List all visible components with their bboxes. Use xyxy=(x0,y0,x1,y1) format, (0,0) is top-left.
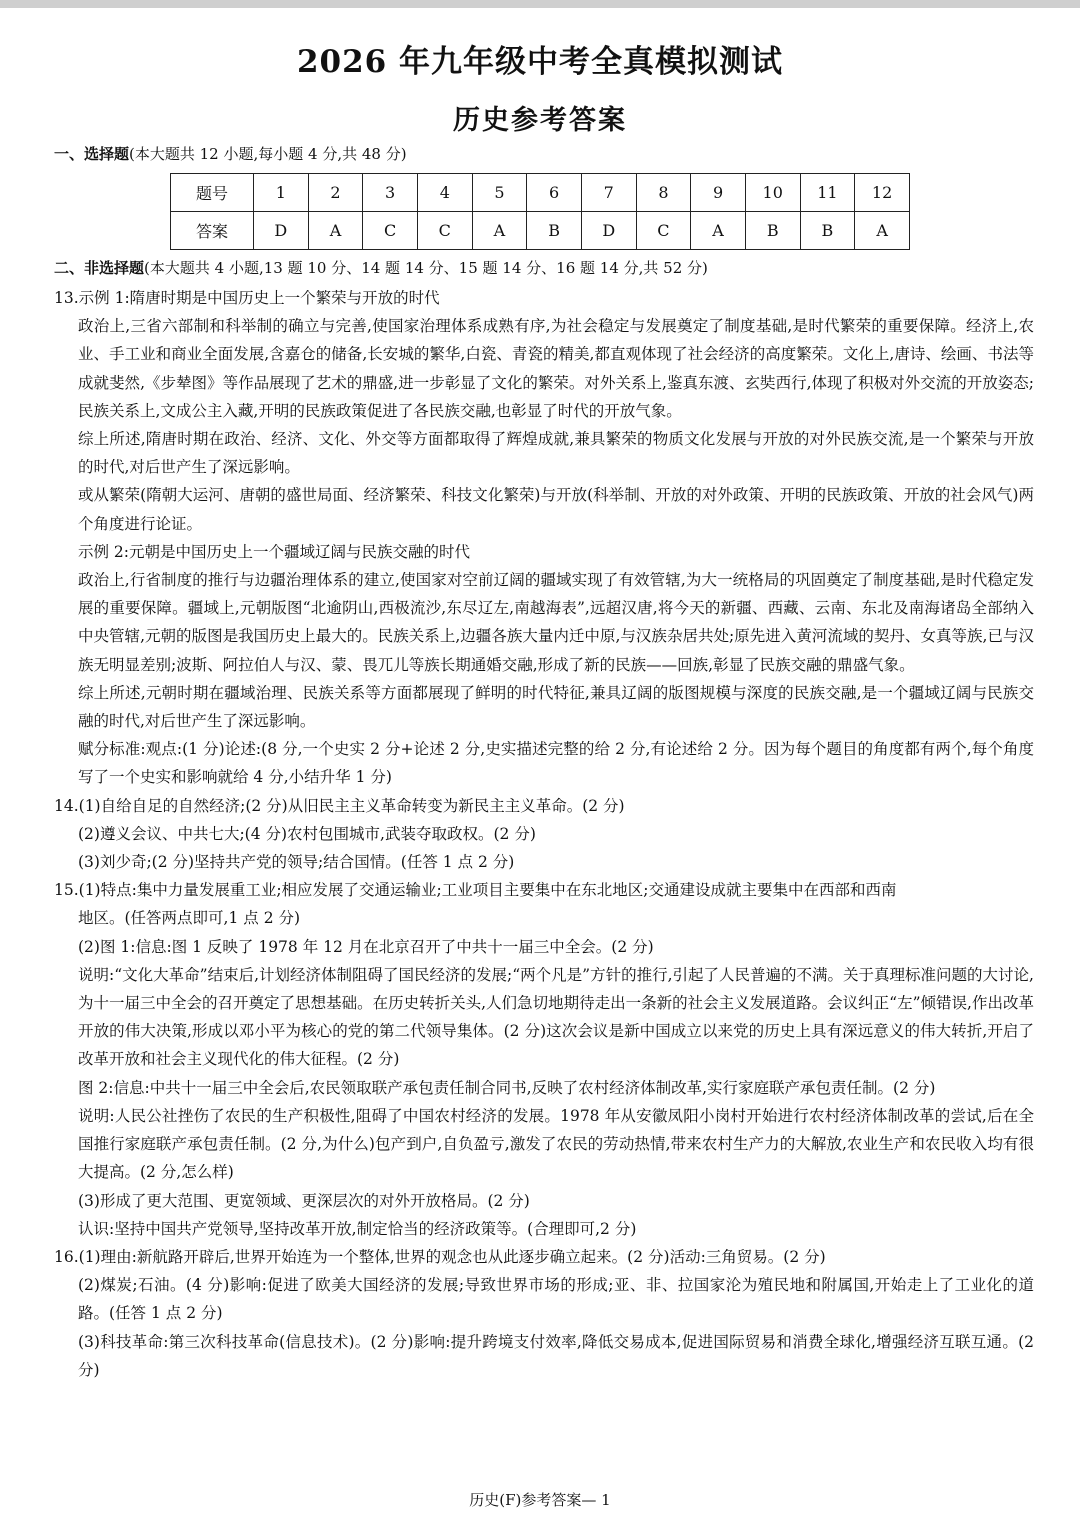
number-cell: 9 xyxy=(691,174,746,212)
q14-paragraph: (3)刘少奇;(2 分)坚持共产党的领导;结合国情。(任答 1 点 2 分) xyxy=(78,853,515,872)
answer-cell: D xyxy=(254,212,309,250)
number-cell: 4 xyxy=(417,174,472,212)
number-cell: 7 xyxy=(581,174,636,212)
q13-paragraph: 综上所述,隋唐时期在政治、经济、文化、外交等方面都取得了辉煌成就,兼具繁荣的物质文化发展与开放的对外民族交流,是一个繁荣与开放的时代,对后世产生了深远影响。 xyxy=(78,430,1034,477)
q16-paragraph: (2)煤炭;石油。(4 分)影响:促进了欧美大国经济的发展;导致世界市场的形成;亚、非、拉国家沦为殖民地和附属国,开始走上了工业化的道路。(任答 1 点 2 分) xyxy=(78,1276,1034,1323)
q15-paragraph: 图 2:信息:中共十一届三中全会后,农民领取联产承包责任制合同书,反映了农村经济体制改革,实行家庭联产承包责任制。(2 分) xyxy=(78,1078,936,1097)
q14-paragraph: (2)遵义会议、中共七大;(4 分)农村包围城市,武装夺取政权。(2 分) xyxy=(78,824,536,843)
number-cell: 12 xyxy=(855,174,910,212)
answer-cell: C xyxy=(417,212,472,250)
page-footer: 历史(F)参考答案— 1 xyxy=(469,1491,611,1509)
number-cell: 6 xyxy=(527,174,582,212)
q15-paragraph: (2)图 1:信息:图 1 反映了 1978 年 12 月在北京召开了中共十一届三中全会。(2 分) xyxy=(78,937,654,956)
q15-paragraph: 地区。(任答两点即可,1 点 2 分) xyxy=(78,909,301,928)
answer-table-number-row xyxy=(171,174,910,212)
q16-heading: 16.(1)理由:新航路开辟后,世界开始连为一个整体,世界的观念也从此逐步确立起来。(2 分)活动:三角贸易。(2 分) xyxy=(54,1247,826,1266)
q13-paragraph: 或从繁荣(隋朝大运河、唐朝的盛世局面、经济繁荣、科技文化繁荣)与开放(科举制、开放的对外政策、开明的民族政策、开放的社会风气)两个角度进行论证。 xyxy=(78,486,1034,533)
answer-cell: D xyxy=(581,212,636,250)
q14-heading: 14.(1)自给自足的自然经济;(2 分)从旧民主主义革命转变为新民主主义革命。(2 分) xyxy=(54,796,625,815)
number-cell: 11 xyxy=(800,174,855,212)
q13-heading: 13.示例 1:隋唐时期是中国历史上一个繁荣与开放的时代 xyxy=(54,289,440,307)
answer-cell: A xyxy=(691,212,746,250)
section-2-label: 二、非选择题 xyxy=(54,259,145,277)
answer-cell: B xyxy=(745,212,800,250)
answer-table xyxy=(170,173,910,250)
answer-cell: C xyxy=(636,212,691,250)
answer-header-cell: 答案 xyxy=(171,212,254,250)
answer-body xyxy=(54,284,1034,1384)
q15-paragraph: 说明:“文化大革命”结束后,计划经济体制阻碍了国民经济的发展;“两个凡是”方针的推行,引起了人民普遍的不满。关于真理标准问题的大讨论,为十一届三中全会的召开奠定了思想基础。在历史转折关头,人们急切地期待走出一条新的社会主义发展道路。会议纠正“左”倾错误,作出改革开放的伟大决策,形成以邓小平为核心的党的第二代领导集体。(2 分)这次会议是新中国成立以来党的历史上具有深远意义的伟大转折,开启了改革开放和社会主义现代化的伟大征程。(2 分) xyxy=(78,965,1034,1069)
answer-table-answer-row xyxy=(171,212,910,250)
answer-cell: C xyxy=(363,212,418,250)
q15-paragraph: (3)形成了更大范围、更宽领域、更深层次的对外开放格局。(2 分) xyxy=(78,1191,530,1210)
answer-cell: A xyxy=(308,212,363,250)
q13-paragraph: 政治上,行省制度的推行与边疆治理体系的建立,使国家对空前辽阔的疆域实现了有效管辖,为大一统格局的巩固奠定了制度基础,是时代稳定发展的重要保障。疆域上,元朝版图“北逾阴山,西极流沙,东尽辽左,南越海表”,远超汉唐,将今天的新疆、西藏、云南、东北及南海诸岛全部纳入中央管辖,元朝的版图是我国历史上最大的。民族关系上,边疆各族大量内迁中原,与汉族杂居共处;原先进入黄河流域的契丹、女真等族,已与汉族无明显差别;波斯、阿拉伯人与汉、蒙、畏兀儿等族长期通婚交融,形成了新的民族——回族,彰显了民族交融的鼎盛气象。 xyxy=(78,571,1034,674)
answer-cell: B xyxy=(527,212,582,250)
q15-heading: 15.(1)特点:集中力量发展重工业;相应发展了交通运输业;工业项目主要集中在东北地区;交通建设成就主要集中在西部和西南 xyxy=(54,881,897,900)
number-cell: 5 xyxy=(472,174,527,212)
answer-cell: B xyxy=(800,212,855,250)
q13-paragraph: 综上所述,元朝时期在疆域治理、民族关系等方面都展现了鲜明的时代特征,兼具辽阔的版图规模与深度的民族交融,是一个疆域辽阔与民族交融的时代,对后世产生了深远影响。 xyxy=(78,683,1034,731)
q13-scoring-standard: 赋分标准:观点:(1 分)论述:(8 分,一个史实 2 分+论述 2 分,史实描述完整的给 2 分,有论述给 2 分。因为每个题目的角度都有两个,每个角度写了一个史实和影响就给 4 分,小结升华 1 分) xyxy=(78,740,1034,787)
q13-paragraph: 政治上,三省六部制和科举制的确立与完善,使国家治理体系成熟有序,为社会稳定与发展奠定了制度基础,是时代繁荣的重要保障。经济上,农业、手工业和商业全面发展,含嘉仓的储备,长安城的繁华,白瓷、青瓷的精美,都直观体现了社会经济的高度繁荣。文化上,唐诗、绘画、书法等成就斐然,《步辇图》等作品展现了艺术的鼎盛,进一步彰显了文化的繁荣。对外关系上,鉴真东渡、玄奘西行,体现了积极对外交流的开放姿态;民族关系上,文成公主入藏,开明的民族政策促进了各民族交融,也彰显了时代的开放气象。 xyxy=(78,317,1034,420)
number-cell: 2 xyxy=(308,174,363,212)
section-1-heading xyxy=(54,143,407,165)
number-cell: 8 xyxy=(636,174,691,212)
q15-paragraph: 说明:人民公社挫伤了农民的生产积极性,阻碍了中国农村经济的发展。1978 年从安徽凤阳小岗村开始进行农村经济体制改革的尝试,后在全国推行家庭联产承包责任制。(2 分,为什么)包产到户,自负盈亏,激发了农民的劳动热情,带来农村生产力的大解放,农业生产和农民收入均有很大提高。(2 分,怎么样) xyxy=(78,1106,1034,1182)
section-1-label: 一、选择题 xyxy=(54,145,130,163)
number-cell: 10 xyxy=(745,174,800,212)
number-header-cell: 题号 xyxy=(171,174,254,212)
number-cell: 3 xyxy=(363,174,418,212)
number-cell: 1 xyxy=(254,174,309,212)
answer-cell: A xyxy=(472,212,527,250)
q16-paragraph: (3)科技革命:第三次科技革命(信息技术)。(2 分)影响:提升跨境支付效率,降低交易成本,促进国际贸易和消费全球化,增强经济互联互通。(2 分) xyxy=(78,1332,1034,1379)
q13-example-2-heading: 示例 2:元朝是中国历史上一个疆域辽阔与民族交融的时代 xyxy=(78,542,471,561)
section-2-heading xyxy=(54,257,708,279)
page-subtitle: 历史参考答案 xyxy=(453,105,627,136)
top-border xyxy=(0,0,1080,8)
section-2-note: (本大题共 4 小题,13 题 10 分、14 题 14 分、15 题 14 分、16 题 14 分,共 52 分) xyxy=(144,259,708,277)
page-title: 2026 年九年级中考全真模拟测试 xyxy=(296,44,784,80)
section-1-note: (本大题共 12 小题,每小题 4 分,共 48 分) xyxy=(129,145,407,163)
answer-cell: A xyxy=(855,212,910,250)
q15-paragraph: 认识:坚持中国共产党领导,坚持改革开放,制定恰当的经济政策等。(合理即可,2 分) xyxy=(78,1219,637,1238)
